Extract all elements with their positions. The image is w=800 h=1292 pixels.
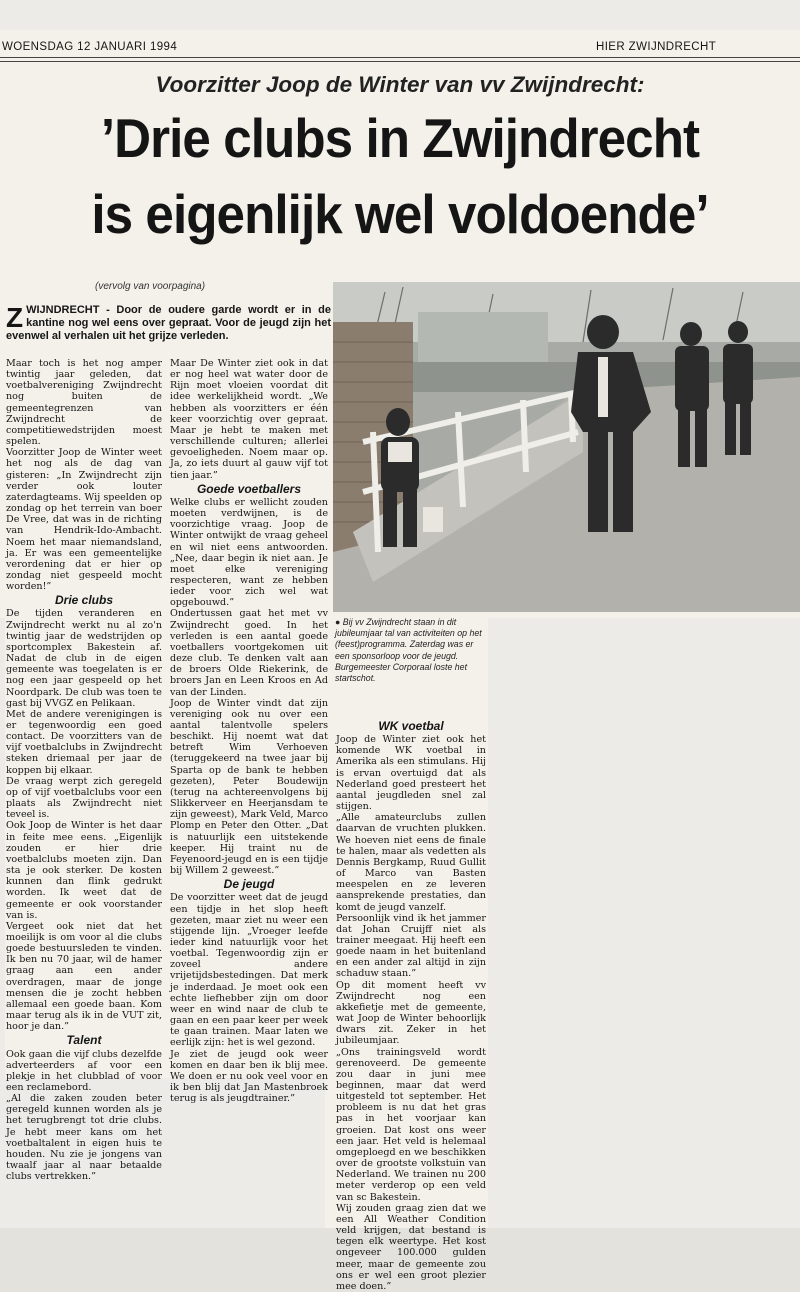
paragraph: „Ons trainingsveld wordt gerenoveerd. De gemeente zou daar in juni mee beginnen, maar dat werd uitgesteld tot september. Het probleem is nu dat het gras pas in het voorjaar kan groeien. Dat kost ons weer een jaar. Het veld is helemaal omgeploegd en we beschikken over de grootste volkstuin van Nederland. We trainen nu 200 meter verderop op een veld van sc Bakestein.	[336, 1046, 486, 1203]
paragraph: De tijden veranderen en Zwijndrecht werkt nu al zo'n twintig jaar de wedstrijden op sportcomplex Bakestein af. Nadat de club in de eigen gemeente was toegelaten is er nog een jaar gespeeld op het Noordpark. De club was toen te gast bij VVGZ en Pelikaan.	[6, 608, 162, 709]
paragraph: Op dit moment heeft vv Zwijndrecht nog een akkefietje met de gemeente, wat Joop de Winter behoorlijk dwars zit. Zeker in het jubileumjaar.	[336, 979, 486, 1047]
paragraph: Welke clubs er wellicht zouden moeten verdwijnen, is de voorzichtige vraag. Joop de Winter ontwijkt de vraag geheel en wil niet eens antwoorden. „Nee, daar begin ik niet aan. Je moet elke vereniging respecteren, want ze hebben ieder voor zich wel wat opgebouwd.”	[170, 496, 328, 609]
photo-runners-icon	[333, 282, 800, 612]
headline-line-1: ’Drie clubs in Zwijndrecht	[100, 107, 700, 169]
bullet-icon: ●	[335, 617, 343, 627]
edition-date: WOENSDAG 12 JANUARI 1994	[2, 41, 178, 53]
paragraph: Joop de Winter ziet ook het komende WK voetbal in Amerika als een stimulans. Hij is ervan overtuigd dat als Nederland goed presteert het aantal jeugdleden snel zal stijgen.	[336, 734, 486, 813]
photo-caption: ● Bij vv Zwijndrecht staan in dit jubileumjaar tal van activiteiten op het (feest)programma. Zaterdag was er een sponsorloop voor de jeugd. Burgemeester Corporaal loste het startschot.	[335, 617, 482, 684]
subhead-drie-clubs: Drie clubs	[54, 593, 114, 608]
subhead-wk-voetbal: WK voetbal	[378, 719, 444, 733]
paragraph: De voorzitter weet dat de jeugd een tijdje in het slop heeft gezeten, maar ziet nu weer een stijgende lijn. „Vroeger leefde ieder kind natuurlijk voor het voetbal. Tegenwoordig zijn er zoveel andere vrijetijdsbestedingen. Dat merk je inderdaad. Je moet ook een echte liefhebber zijn om door weer en wind naar de club te gaan en een paar keer per week te gaan trainen. Maar laten we eerlijk zijn: het is wel gezond.	[170, 892, 328, 1049]
subhead-talent: Talent	[66, 1033, 102, 1048]
section-name: HIER ZWIJNDRECHT	[596, 41, 717, 53]
article-column-2	[170, 358, 328, 1105]
paragraph: Maar De Winter ziet ook in dat er nog heel wat water door de Rijn moet vloeien voordat dit idee werkelijkheid wordt. „We hebben als voorzitters er één keer voorzichtig over gepraat. Maar je hebt te maken met verschillende culturen; allerlei gevoeligheden. Noem maar op. Ja, zo iets duurt al gauw vijf tot tien jaar.”	[170, 358, 328, 481]
paragraph: Je ziet de jeugd ook weer komen en daar ben ik blij mee. We doen er nu ook veel voor en ik ben blij dat Jan Mastenbroek terug is als jeugdtrainer.”	[170, 1048, 328, 1105]
kicker: Voorzitter Joop de Winter van vv Zwijndrecht:	[155, 72, 645, 97]
paragraph: „Alle amateurclubs zullen daarvan de vruchten plukken. We hoeven niet eens de finale te halen, maar als vedetten als Dennis Bergkamp, Ruud Gullit of Marco van Basten meespelen en ze leveren aansprekende prestaties, dan komt de jeugd vanzelf.	[336, 812, 486, 913]
paragraph: Ook gaan die vijf clubs dezelfde adverteerders af voor een plekje in het clubblad of voor een reclamebord.	[6, 1048, 162, 1093]
paragraph: Joop de Winter vindt dat zijn vereniging ook nu over een aantal talentvolle spelers beschikt. Hij noemt wat dat betreft Wim Verhoeven (teruggekeerd na twee jaar bij Sparta op de bank te hebben gezeten), Peter Boudewijn (terug na achtereenvolgens bij Slikkerveer en Heerjansdam te zijn geweest), Mark Veld, Marco Plomp en Peter den Otter. „Dat is natuurlijk een uitstekende keeper. Hij traint nu de Feyenoord-jeugd en is een tijdje bij Willem 2 geweest.”	[170, 697, 328, 877]
header-rule	[0, 57, 800, 58]
paragraph: Voorzitter Joop de Winter weet het nog als de dag van gisteren: „In Zwijndrecht zijn verder ook louter zaterdagteams. Wij speelden op zondag op het terrein van boer De Vree, dat was in de richting van Hendrik-Ido-Ambacht. Noem het maar niemandsland, ja. Er was een gemeentelijke verordening dat er hier op zondag niet gespeeld mocht worden!”	[6, 447, 162, 593]
paragraph: „Al die zaken zouden beter geregeld kunnen worden als je het terugbrengt tot drie clubs. Je hebt meer kans om het voetbaltalent in eigen huis te houden. Nu zie je jongens van twaalf jaar al naar betaalde clubs vertrekken.”	[6, 1093, 162, 1183]
article-column-3	[336, 718, 486, 1292]
subhead-de-jeugd: De jeugd	[223, 877, 275, 892]
article-column-1	[6, 358, 162, 1183]
paragraph: Met de andere verenigingen is er tegenwoordig een goed contact. De voorzitters van de vijf voetbalclubs in Zwijndrecht steken driemaal per jaar de koppen bij elkaar.	[6, 708, 162, 776]
paragraph: Ondertussen gaat het met vv Zwijndrecht goed. In het verleden is een aantal goede voetballers voortgekomen uit deze club. Te denken valt aan de broers Olde Riekerink, de broers Jan en Leen Kroos en Ad van der Linden.	[170, 608, 328, 698]
paragraph: De vraag werpt zich geregeld op of vijf voetbalclubs voor een plaats als Zwijndrecht niet teveel is.	[6, 775, 162, 821]
paragraph: Vergeet ook niet dat het moeilijk is om voor al die clubs goede bestuursleden te vinden. Ik ben nu 70 jaar, wil de hamer graag aan een ander overdragen, maar de jonge mensen die je zocht hebben allemaal een goede baan. Kom maar terug als ik in de VUT zit, hoor je dan.”	[6, 920, 162, 1033]
article-lead: ZWIJNDRECHT - Door de oudere garde wordt er in de kantine nog wel eens over gepraat. Voor de jeugd zijn het evenwel al verhalen uit het grijze verleden.	[6, 302, 331, 342]
paragraph: Persoonlijk vind ik het jammer dat Johan Cruijff niet als trainer meegaat. Hij heeft een goede naam in het buitenland en een ander zal altijd in zijn schaduw staan.”	[336, 912, 486, 980]
header-rule-2	[0, 61, 800, 62]
photo	[333, 282, 800, 612]
paragraph: Maar toch is het nog amper twintig jaar geleden, dat voetbalvereniging Zwijndrecht nog buiten de gemeentegrenzen van Zwijndrecht de competitiewedstrijden moest spelen.	[6, 358, 162, 448]
headline-line-2: is eigenlijk wel voldoende’	[91, 183, 709, 245]
paragraph: Ook Joop de Winter is het daar in feite mee eens. „Eigenlijk zouden er hier drie voetbalclubs moeten zijn. Dan sta je ook sterker. De kosten kunnen dan flink gedrukt worden. Ik weet dat de gemeente er ook voorstander van is.	[6, 820, 162, 921]
subhead-goede-voetballers: Goede voetballers	[196, 481, 302, 496]
continued-note: (vervolg van voorpagina)	[95, 281, 206, 292]
paragraph: Wij zouden graag zien dat we een All Weather Condition veld krijgen, dat bestand is tegen elk weertype. Het kost ongeveer 100.000 gulden meer, maar de gemeente zou ons er wel een groot plezier mee doen.”	[336, 1202, 486, 1292]
